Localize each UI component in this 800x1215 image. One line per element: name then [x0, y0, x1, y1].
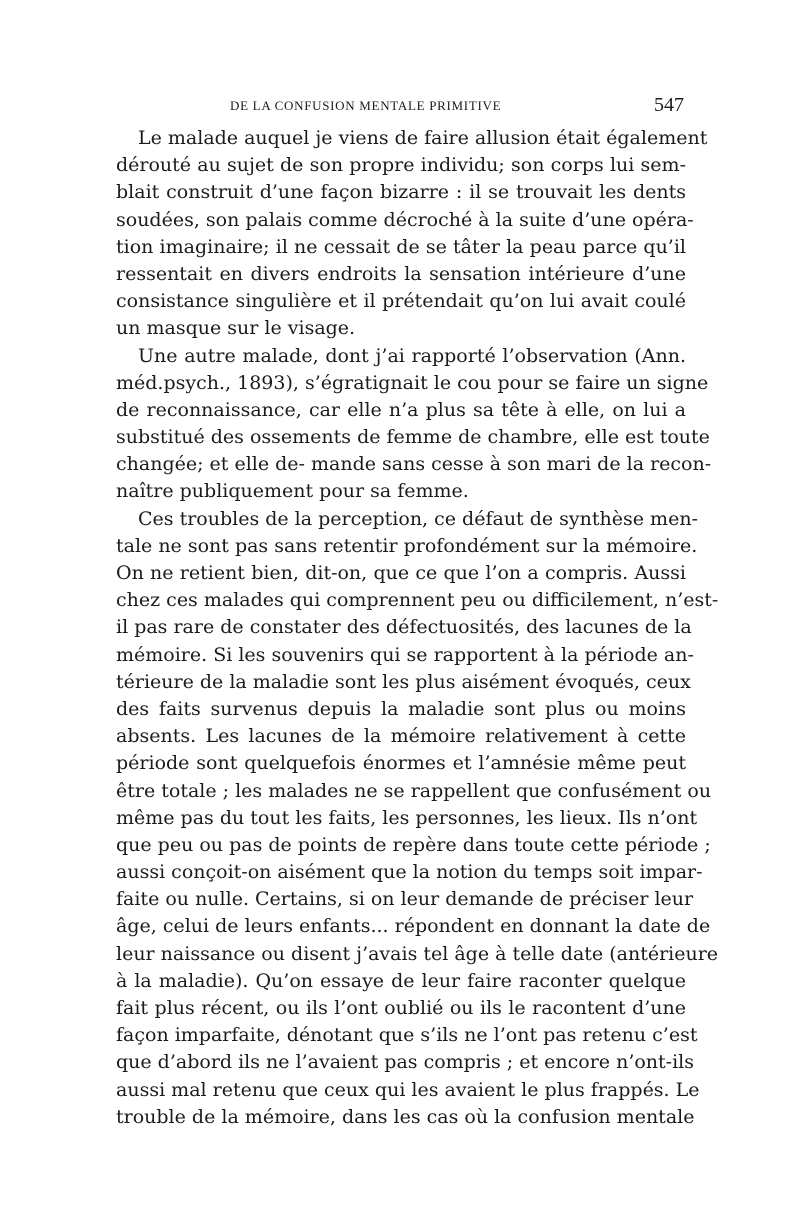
text-line: térieure de la maladie sont les plus aisément évoqués, ceux — [116, 670, 691, 693]
text-line: Le malade auquel je viens de faire allusion était également — [138, 127, 708, 149]
text-line: tale ne sont pas sans retentir profondément sur la mémoire. — [116, 534, 698, 557]
text-line: aussi conçoit-on aisément que la notion du temps soit impar- — [116, 861, 703, 884]
running-title: DE LA CONFUSION MENTALE PRIMITIVE — [230, 98, 502, 113]
text-line: On ne retient bien, dit-on, que ce que l’on a compris. Aussi — [116, 562, 686, 584]
paragraph — [116, 125, 708, 343]
text-line: substitué des ossements de femme de chambre, elle est toute — [116, 426, 710, 449]
text-line: il pas rare de constater des défectuosités, des lacunes de la — [116, 616, 692, 639]
text-line: changée; et elle de- mande sans cesse à son mari de la recon- — [116, 453, 712, 476]
text-line: chez ces malades qui comprennent peu ou difficilement, n’est- — [116, 589, 719, 612]
text-line: des faits survenus depuis la maladie sont plus ou moins — [116, 697, 686, 720]
text-line: naître publiquement pour sa femme. — [116, 480, 469, 503]
text-line: tion imaginaire; il ne cessait de se tâter la peau parce qu’il — [116, 235, 686, 258]
text-line: être totale ; les malades ne se rappellent que confusément ou — [116, 779, 712, 802]
text-line: fait plus récent, ou ils l’ont oublié ou ils le racontent d’une — [116, 997, 686, 1019]
text-line: Une autre malade, dont j’ai rapporté l’observation (Ann. — [138, 344, 686, 367]
text-line: même pas du tout les faits, les personnes, les lieux. Ils n’ont — [116, 806, 698, 829]
text-line: un masque sur le visage. — [116, 317, 356, 340]
text-line: Ces troubles de la perception, ce défaut de synthèse men- — [138, 507, 698, 530]
text-line: période sont quelquefois énormes et l’amnésie même peut — [116, 752, 686, 775]
paragraph — [116, 506, 719, 1131]
text-line: que d’abord ils ne l’avaient pas compris ; et encore n’ont-ils — [116, 1051, 694, 1074]
text-line: que peu ou pas de points de repère dans toute cette période ; — [116, 833, 711, 856]
text-line: leur naissance ou disent j’avais tel âge à telle date (antérieure — [116, 942, 719, 965]
paragraph — [116, 343, 712, 506]
text-line: faite ou nulle. Certains, si on leur demande de préciser leur — [116, 888, 694, 911]
text-line: dérouté au sujet de son propre individu; son corps lui sem- — [116, 154, 686, 177]
text-line: trouble de la mémoire, dans les cas où la confusion mentale — [116, 1105, 695, 1128]
text-line: aussi mal retenu que ceux qui les avaient le plus frappés. Le — [116, 1078, 700, 1101]
text-line: âge, celui de leurs enfants... répondent en donnant la date de — [116, 915, 711, 938]
text-line: blait construit d’une façon bizarre : il se trouvait les dents — [116, 181, 686, 204]
text-line: façon imparfaite, dénotant que s’ils ne l’ont pas retenu c’est — [116, 1024, 698, 1047]
text-line: mémoire. Si les souvenirs qui se rapportent à la période an- — [116, 643, 694, 666]
text-line: méd.psych., 1893), s’égratignait le cou pour se faire un signe — [116, 371, 709, 394]
text-line: ressentait en divers endroits la sensation intérieure d’une — [116, 262, 686, 285]
page-number: 547 — [654, 94, 684, 116]
text-line: absents. Les lacunes de la mémoire relativement à cette — [116, 725, 686, 748]
text-line: de reconnaissance, car elle n’a plus sa tête à elle, on lui a — [116, 398, 686, 421]
text-line: à la maladie). Qu’on essaye de leur faire raconter quelque — [116, 969, 686, 992]
text-line: soudées, son palais comme décroché à la suite d’une opéra- — [116, 208, 694, 231]
text-line: consistance singulière et il prétendait qu’on lui avait coulé — [116, 290, 686, 313]
body-text — [116, 125, 719, 1131]
running-header — [118, 94, 684, 116]
